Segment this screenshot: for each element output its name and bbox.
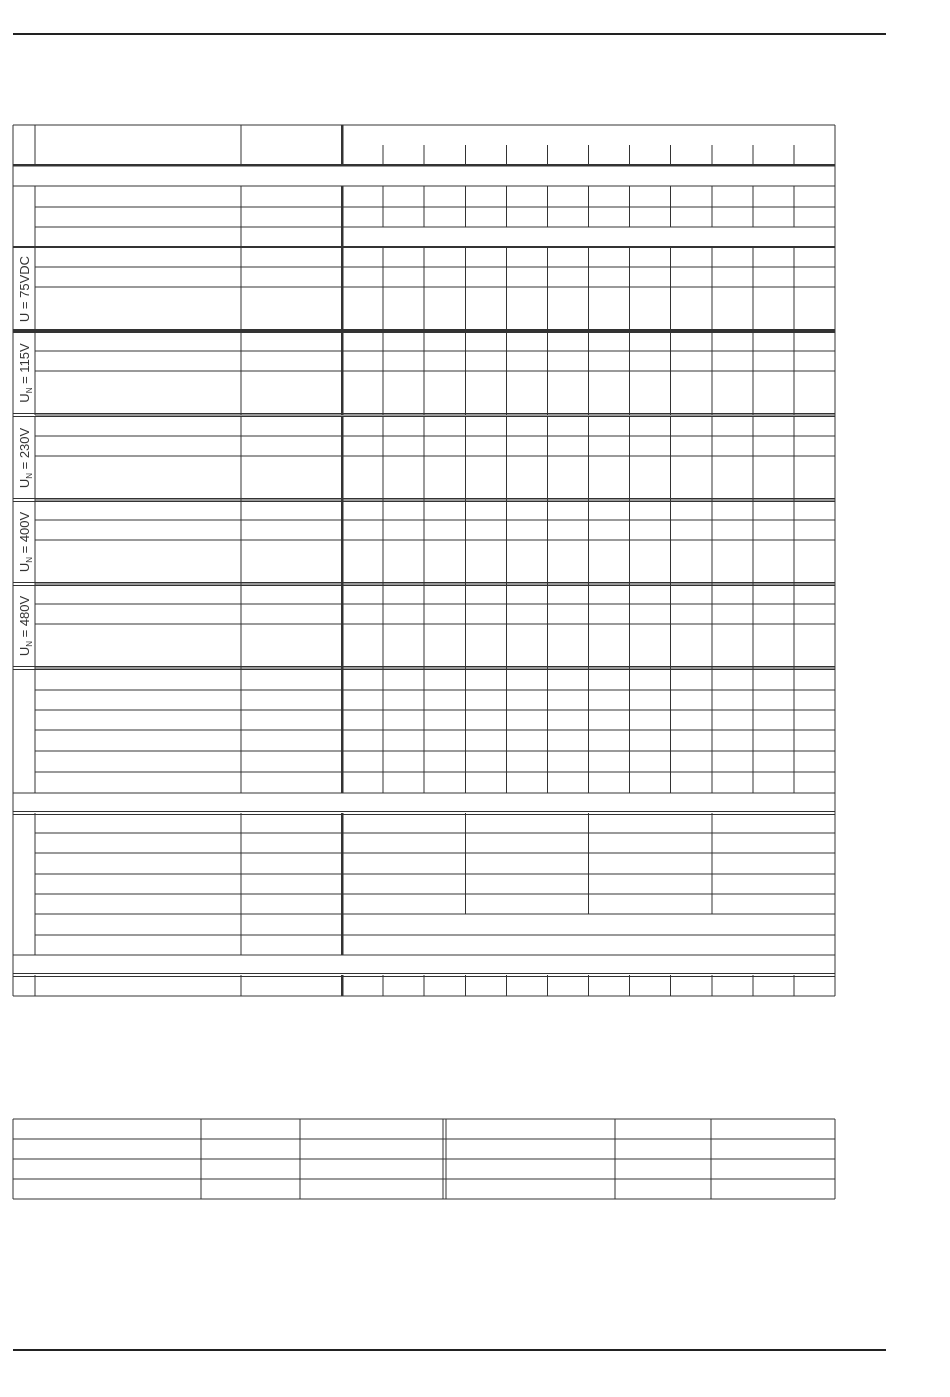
group-label-un-230v: $U_N = 230V$: [17, 427, 34, 489]
group-label-un-400v: $U_N = 400V$: [17, 511, 34, 573]
group-label-un-480v: $U_N = 480V$: [17, 595, 34, 657]
table-grid: [13, 125, 835, 1199]
group-labels: [17, 256, 34, 656]
group-label-un-115v: $U_N = 115V$: [17, 343, 34, 403]
group-label-u-75vdc: U = 75VDC: [17, 255, 32, 323]
